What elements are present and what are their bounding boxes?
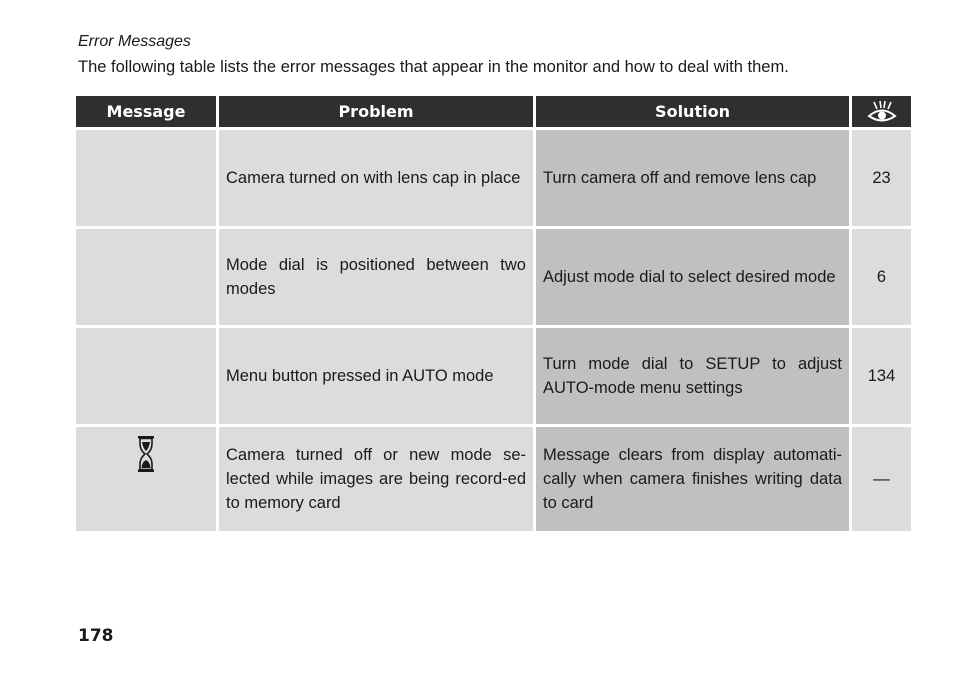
intro-text: The following table lists the error messages that appear in the monitor and how to deal with them. [78,58,789,76]
table-header-row [76,96,911,127]
message-cell [76,130,216,226]
header-reference [852,96,911,127]
error-messages-table [73,93,914,534]
page-reference-cell: — [852,427,911,531]
problem-cell: Camera turned off or new mode se-lected while images are being record-ed to memory card [219,427,533,531]
solution-cell: Turn camera off and remove lens cap [536,130,849,226]
message-cell [76,229,216,325]
problem-cell: Mode dial is positioned between two modes [219,229,533,325]
page-reference-cell: 134 [852,328,911,424]
header-solution: Solution [536,96,849,127]
header-message: Message [76,96,216,127]
hourglass-icon [137,459,155,477]
table-row [76,229,911,325]
solution-cell: Turn mode dial to SETUP to adjust AUTO-mode menu settings [536,328,849,424]
problem-cell: Menu button pressed in AUTO mode [219,328,533,424]
section-title: Error Messages [78,33,191,50]
message-cell [76,427,216,531]
header-problem: Problem [219,96,533,127]
page-reference-cell: 6 [852,229,911,325]
solution-cell: Adjust mode dial to select desired mode [536,229,849,325]
problem-cell: Camera turned on with lens cap in place [219,130,533,226]
page-reference-cell: 23 [852,130,911,226]
table-row [76,328,911,424]
solution-cell: Message clears from display automati-cally when camera finishes writing data to card [536,427,849,531]
table-row [76,427,911,531]
page-number: 178 [78,626,114,646]
table-row [76,130,911,226]
eye-icon [852,100,911,124]
message-cell [76,328,216,424]
